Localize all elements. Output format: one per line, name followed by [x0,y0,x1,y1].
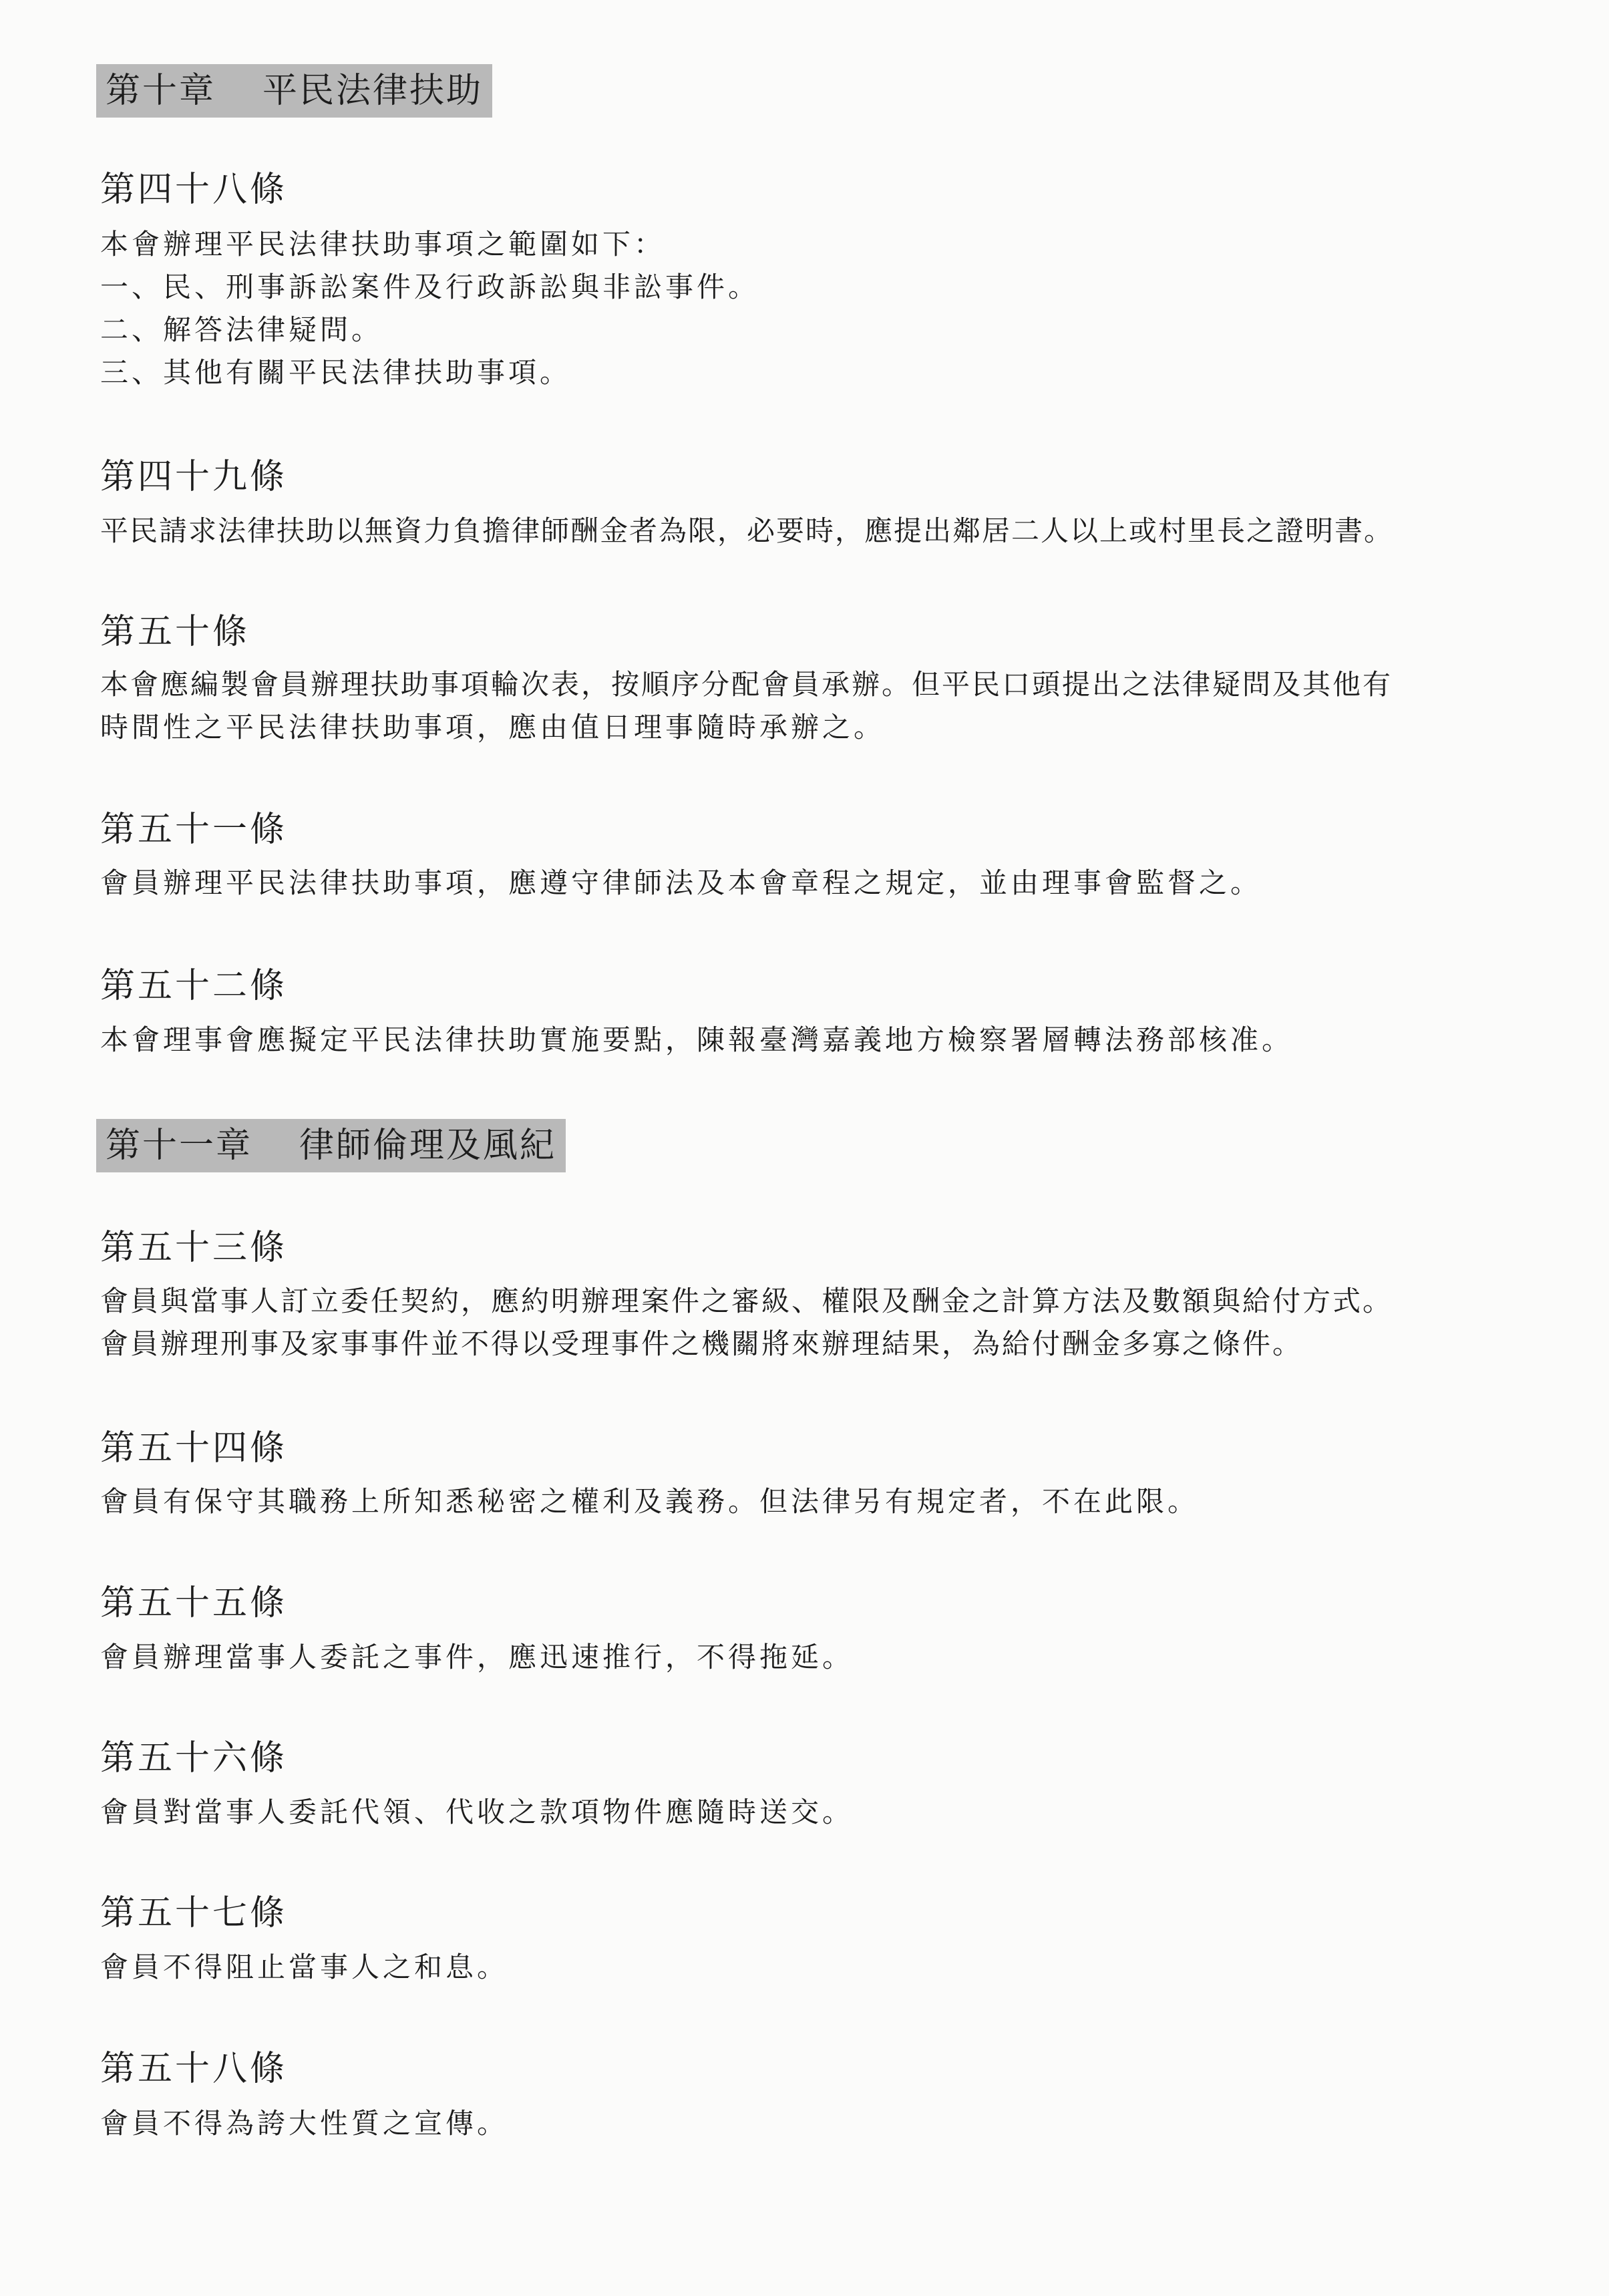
article-line: 會員不得為誇大性質之宣傳。 [100,2107,509,2140]
article-line: 二、解答法律疑問。 [100,313,383,346]
article-text [100,663,1590,749]
article-title: 第四十九條 [100,457,288,497]
article-line: 平民請求法律扶助以無資力負擔律師酬金者為限，必要時，應提出鄰居二人以上或村里長之證明書。 [100,514,1394,547]
article-title: 第五十六條 [100,1738,288,1778]
article-text [100,862,1590,905]
chapter-title: 平民法律扶助 [262,71,484,111]
chapter-number: 第十一章 [106,1126,253,1166]
article-title: 第五十一條 [100,810,288,850]
article-title: 第四十八條 [100,170,288,210]
article-text [100,1946,1590,1989]
article-line: 會員與當事人訂立委任契約，應約明辦理案件之審級、權限及酬金之計算方法及數額與給付方式。 [100,1285,1393,1317]
article-title: 第五十三條 [100,1228,288,1268]
article-line: 會員不得阻止當事人之和息。 [100,1951,509,1983]
article-title: 第五十七條 [100,1893,288,1933]
article-text [100,1636,1590,1679]
article-text [100,1480,1590,1523]
article-text [100,1280,1590,1365]
article-line: 會員對當事人委託代領、代收之款項物件應隨時送交。 [100,1796,854,1828]
article-title: 第五十五條 [100,1583,288,1623]
article-text [100,510,1590,552]
chapter-heading [96,1119,566,1172]
article-line: 會員有保守其職務上所知悉秘密之權利及義務。但法律另有規定者，不在此限。 [100,1485,1200,1518]
article-title: 第五十八條 [100,2049,288,2089]
article-line: 一、民、刑事訴訟案件及行政訴訟與非訟事件。 [100,271,760,303]
article-line: 本會應編製會員辦理扶助事項輪次表，按順序分配會員承辦。但平民口頭提出之法律疑問及其他有 [100,668,1393,701]
article-title: 第五十四條 [100,1428,288,1468]
chapter-title: 律師倫理及風紀 [299,1126,557,1166]
article-line: 會員辦理當事人委託之事件，應迅速推行，不得拖延。 [100,1641,854,1673]
article-line: 時間性之平民法律扶助事項，應由值日理事隨時承辦之。 [100,711,886,744]
chapter-number: 第十章 [106,71,216,111]
article-text [100,223,1590,394]
article-title: 第五十二條 [100,966,288,1006]
article-line: 本會辦理平民法律扶助事項之範圍如下： [100,228,666,261]
article-line: 會員辦理刑事及家事事件並不得以受理事件之機關將來辦理結果，為給付酬金多寡之條件。 [100,1327,1303,1360]
article-line: 本會理事會應擬定平民法律扶助實施要點，陳報臺灣嘉義地方檢察署層轉法務部核准。 [100,1023,1294,1056]
article-title: 第五十條 [100,612,250,652]
article-text [100,1019,1590,1061]
article-line: 三、其他有關平民法律扶助事項。 [100,356,572,389]
chapter-heading [96,64,492,118]
article-text [100,1791,1590,1834]
article-text [100,2102,1590,2145]
article-line: 會員辦理平民法律扶助事項，應遵守律師法及本會章程之規定，並由理事會監督之。 [100,866,1262,899]
